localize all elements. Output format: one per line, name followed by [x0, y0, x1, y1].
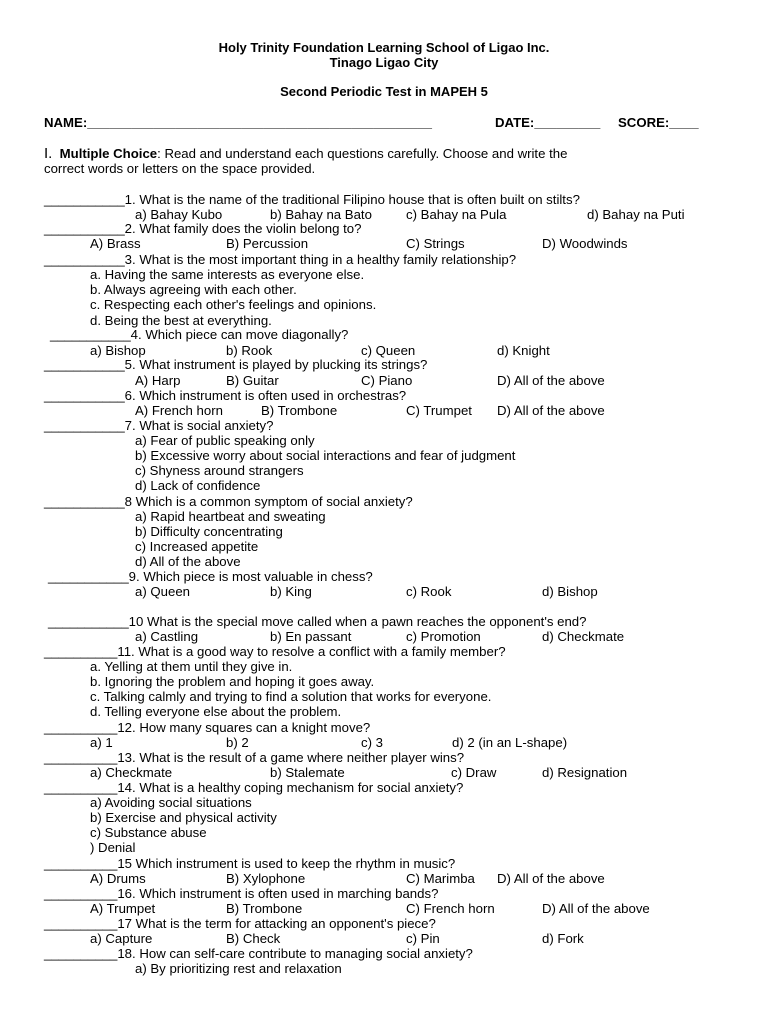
option: C) Strings — [406, 236, 465, 251]
option: c) Shyness around strangers — [135, 463, 304, 478]
score-blank: ____ — [669, 115, 699, 130]
option: b) Stalemate — [270, 765, 345, 780]
question-7: ___________7. What is social anxiety? — [44, 418, 274, 433]
option: c) Substance abuse — [90, 825, 207, 840]
option: C) Trumpet — [406, 403, 472, 418]
date-blank: _________ — [534, 115, 601, 130]
option: B) Guitar — [226, 373, 279, 388]
option: c) 3 — [361, 735, 383, 750]
name-label: NAME: — [44, 115, 88, 130]
question-11: __________11. What is a good way to resolve a conflict with a family member? — [44, 644, 506, 659]
question-10: ___________10 What is the special move called when a pawn reaches the opponent's end? — [48, 614, 587, 629]
option: b) Bahay na Bato — [270, 207, 372, 222]
option: a) 1 — [90, 735, 113, 750]
option: D) All of the above — [542, 901, 650, 916]
option: b) Exercise and physical activity — [90, 810, 277, 825]
question-16: __________16. Which instrument is often used in marching bands? — [44, 886, 439, 901]
question-1: ___________1. What is the name of the traditional Filipino house that is often built on stilts? — [44, 192, 580, 207]
question-4: ___________4. Which piece can move diagonally? — [50, 327, 349, 342]
option: ) Denial — [90, 840, 136, 855]
option: a. Yelling at them until they give in. — [90, 659, 293, 674]
option: A) Drums — [90, 871, 146, 886]
question-15: __________15 Which instrument is used to keep the rhythm in music? — [44, 856, 456, 871]
option: B) Xylophone — [226, 871, 306, 886]
question-12: __________12. How many squares can a knight move? — [44, 720, 371, 735]
option: a) Castling — [135, 629, 199, 644]
option: B) Check — [226, 931, 281, 946]
option: d. Telling everyone else about the problem. — [90, 704, 342, 719]
option: D) All of the above — [497, 373, 605, 388]
option: d) Knight — [497, 343, 550, 358]
name-field — [44, 115, 432, 130]
option: C) Piano — [361, 373, 413, 388]
option: B) Percussion — [226, 236, 309, 251]
option: d) Resignation — [542, 765, 628, 780]
option: d) Checkmate — [542, 629, 625, 644]
question-8: ___________8 Which is a common symptom of social anxiety? — [44, 494, 413, 509]
option: C) French horn — [406, 901, 495, 916]
option: A) Brass — [90, 236, 141, 251]
option: c) Rook — [406, 584, 452, 599]
test-title: Second Periodic Test in MAPEH 5 — [280, 84, 488, 99]
option: a. Having the same interests as everyone else. — [90, 267, 365, 282]
question-9: ___________9. Which piece is most valuable in chess? — [48, 569, 373, 584]
option: b) 2 — [226, 735, 249, 750]
option: b) Excessive worry about social interactions and fear of judgment — [135, 448, 516, 463]
school-name: Holy Trinity Foundation Learning School of Ligao Inc. — [218, 40, 550, 55]
question-13: __________13. What is the result of a game where neither player wins? — [44, 750, 465, 765]
question-14: __________14. What is a healthy coping mechanism for social anxiety? — [44, 780, 464, 795]
option: D) All of the above — [497, 403, 605, 418]
question-18: __________18. How can self-care contribute to managing social anxiety? — [44, 946, 473, 961]
name-blank: _______________________________________________ — [87, 115, 432, 130]
score-field — [618, 115, 699, 130]
option: a) Capture — [90, 931, 153, 946]
option: c. Respecting each other's feelings and opinions. — [90, 297, 377, 312]
question-5: ___________5. What instrument is played by plucking its strings? — [44, 357, 428, 372]
option: d) Lack of confidence — [135, 478, 261, 493]
section-roman: I. — [44, 145, 53, 162]
option: D) All of the above — [497, 871, 605, 886]
option: c. Talking calmly and trying to find a solution that works for everyone. — [90, 689, 492, 704]
option: a) Bishop — [90, 343, 146, 358]
option: A) Harp — [135, 373, 181, 388]
option: c) Pin — [406, 931, 440, 946]
question-3: ___________3. What is the most important thing in a healthy family relationship? — [44, 252, 517, 267]
option: b) En passant — [270, 629, 352, 644]
option: b) Rook — [226, 343, 273, 358]
option: D) Woodwinds — [542, 236, 628, 251]
option: B) Trombone — [261, 403, 338, 418]
option: d) Bahay na Puti — [587, 207, 685, 222]
option: d) All of the above — [135, 554, 241, 569]
option: c) Queen — [361, 343, 416, 358]
option: a) Fear of public speaking only — [135, 433, 315, 448]
section-label: Multiple Choice — [59, 146, 158, 161]
date-field — [495, 115, 600, 130]
option: A) Trumpet — [90, 901, 156, 916]
question-17: __________17 What is the term for attacking an opponent's piece? — [44, 916, 436, 931]
option: c) Draw — [451, 765, 497, 780]
option: a) Bahay Kubo — [135, 207, 223, 222]
option: a) Rapid heartbeat and sweating — [135, 509, 326, 524]
option: d) 2 (in an L-shape) — [452, 735, 568, 750]
instructions-text-1: : Read and understand each questions carefully. Choose and write the — [157, 146, 568, 161]
score-label: SCORE: — [618, 115, 670, 130]
date-label: DATE: — [495, 115, 535, 130]
option: c) Increased appetite — [135, 539, 259, 554]
instructions-line-2: correct words or letters on the space provided. — [44, 161, 316, 176]
option: b. Always agreeing with each other. — [90, 282, 297, 297]
question-6: ___________6. Which instrument is often used in orchestras? — [44, 388, 407, 403]
option: C) Marimba — [406, 871, 475, 886]
option: a) Checkmate — [90, 765, 173, 780]
option: a) Avoiding social situations — [90, 795, 252, 810]
option: B) Trombone — [226, 901, 303, 916]
school-city: Tinago Ligao City — [329, 55, 439, 70]
option: A) French horn — [135, 403, 223, 418]
option: c) Bahay na Pula — [406, 207, 507, 222]
option: a) Queen — [135, 584, 190, 599]
option: b) King — [270, 584, 312, 599]
option: a) By prioritizing rest and relaxation — [135, 961, 342, 976]
instructions-line-1 — [44, 146, 567, 161]
option: b) Difficulty concentrating — [135, 524, 283, 539]
option: b. Ignoring the problem and hoping it goes away. — [90, 674, 375, 689]
option: d) Bishop — [542, 584, 598, 599]
option: d. Being the best at everything. — [90, 313, 272, 328]
question-2: ___________2. What family does the violin belong to? — [44, 221, 362, 236]
option: d) Fork — [542, 931, 584, 946]
option: c) Promotion — [406, 629, 481, 644]
